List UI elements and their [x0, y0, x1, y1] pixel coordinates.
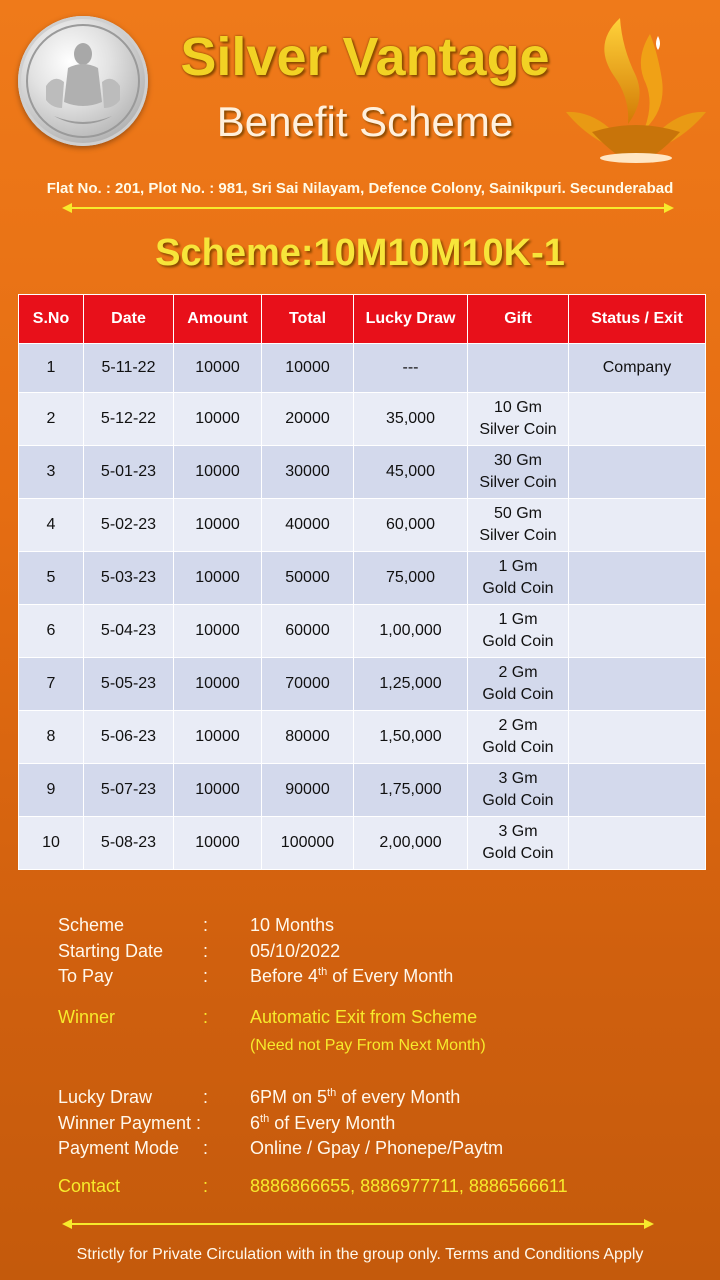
table-row	[19, 605, 706, 658]
table-row	[19, 658, 706, 711]
cell-lucky-draw: 1,00,000	[354, 605, 468, 658]
gift-weight: 50 Gm	[493, 505, 542, 522]
gift-weight: 2 Gm	[498, 664, 538, 681]
detail-label: Scheme	[58, 915, 125, 935]
cell-lucky-draw: ---	[354, 344, 468, 393]
cell-amount: 10000	[174, 344, 262, 393]
cell-lucky-draw: 1,75,000	[354, 764, 468, 817]
cell-sno: 10	[19, 817, 84, 870]
double-arrow-divider	[62, 1218, 654, 1230]
schedule-table	[18, 294, 706, 870]
gift-weight: 1 Gm	[498, 558, 538, 575]
detail-colon: :	[203, 1176, 209, 1196]
table-row	[19, 817, 706, 870]
column-header: Gift	[468, 295, 569, 344]
table-row	[19, 711, 706, 764]
detail-label: Starting Date	[58, 941, 164, 961]
gift-weight: 30 Gm	[493, 452, 542, 469]
scheme-title: Scheme:10M10M10K-1	[155, 232, 565, 274]
address: Flat No. : 201, Plot No. : 981, Sri Sai Nilayam, Defence Colony, Sainikpuri. Secunderabad	[46, 180, 674, 197]
gift-type: Gold Coin	[482, 739, 554, 756]
gift-type: Silver Coin	[479, 527, 557, 544]
cell-total: 60000	[262, 605, 354, 658]
detail-value: Online / Gpay / Phonepe/Paytm	[250, 1138, 504, 1158]
cell-date: 5-08-23	[84, 817, 174, 870]
flame-logo-icon	[562, 14, 710, 164]
column-header: Lucky Draw	[354, 295, 468, 344]
cell-lucky-draw: 2,00,000	[354, 817, 468, 870]
cell-gift	[468, 764, 569, 817]
cell-sno: 4	[19, 499, 84, 552]
gift-type: Gold Coin	[482, 792, 554, 809]
cell-gift	[468, 658, 569, 711]
cell-total: 20000	[262, 393, 354, 446]
cell-amount: 10000	[174, 393, 262, 446]
cell-sno: 7	[19, 658, 84, 711]
cell-status	[569, 552, 706, 605]
detail-label: Contact	[58, 1176, 121, 1196]
cell-sno: 1	[19, 344, 84, 393]
contact-numbers[interactable]: 8886866655, 8886977711, 8886566611	[250, 1176, 568, 1196]
detail-colon: :	[203, 915, 209, 935]
cell-status	[569, 817, 706, 870]
cell-sno: 9	[19, 764, 84, 817]
cell-total: 70000	[262, 658, 354, 711]
table-row	[19, 499, 706, 552]
table-row	[19, 344, 706, 393]
cell-amount: 10000	[174, 658, 262, 711]
cell-date: 5-07-23	[84, 764, 174, 817]
gift-weight: 2 Gm	[498, 717, 538, 734]
detail-colon: :	[203, 1138, 209, 1158]
table-row	[19, 393, 706, 446]
cell-total: 100000	[262, 817, 354, 870]
gift-type: Gold Coin	[482, 845, 554, 862]
cell-total: 80000	[262, 711, 354, 764]
cell-gift	[468, 446, 569, 499]
cell-status	[569, 605, 706, 658]
cell-amount: 10000	[174, 552, 262, 605]
cell-sno: 2	[19, 393, 84, 446]
cell-sno: 6	[19, 605, 84, 658]
cell-amount: 10000	[174, 817, 262, 870]
cell-date: 5-04-23	[84, 605, 174, 658]
cell-status	[569, 711, 706, 764]
cell-date: 5-01-23	[84, 446, 174, 499]
cell-total: 90000	[262, 764, 354, 817]
detail-value: Automatic Exit from Scheme	[250, 1007, 478, 1027]
detail-label: Winner	[58, 1007, 116, 1027]
gift-weight: 10 Gm	[493, 399, 542, 416]
detail-label: To Pay	[58, 966, 114, 986]
cell-total: 40000	[262, 499, 354, 552]
detail-value: 6PM on 5th of every Month	[250, 1087, 461, 1107]
detail-colon: :	[203, 941, 209, 961]
gift-type: Silver Coin	[479, 421, 557, 438]
cell-status: Company	[569, 344, 706, 393]
cell-amount: 10000	[174, 711, 262, 764]
cell-gift	[468, 817, 569, 870]
title-line-1: Silver Vantage	[180, 27, 550, 87]
cell-date: 5-02-23	[84, 499, 174, 552]
detail-label: Lucky Draw	[58, 1087, 153, 1107]
cell-amount: 10000	[174, 499, 262, 552]
cell-lucky-draw: 75,000	[354, 552, 468, 605]
cell-sno: 5	[19, 552, 84, 605]
cell-lucky-draw: 35,000	[354, 393, 468, 446]
cell-date: 5-03-23	[84, 552, 174, 605]
column-header: Status / Exit	[569, 295, 706, 344]
cell-lucky-draw: 1,50,000	[354, 711, 468, 764]
cell-status	[569, 446, 706, 499]
cell-lucky-draw: 1,25,000	[354, 658, 468, 711]
detail-value: 05/10/2022	[250, 941, 341, 961]
detail-colon: :	[203, 1087, 209, 1107]
column-header: Total	[262, 295, 354, 344]
cell-sno: 3	[19, 446, 84, 499]
table-row	[19, 764, 706, 817]
gift-weight: 3 Gm	[498, 770, 538, 787]
gift-type: Gold Coin	[482, 633, 554, 650]
title-line-2: Benefit Scheme	[216, 98, 514, 145]
silver-coin-icon	[18, 16, 148, 146]
cell-total: 50000	[262, 552, 354, 605]
detail-value: 6th of Every Month	[250, 1113, 396, 1133]
cell-gift	[468, 393, 569, 446]
cell-sno: 8	[19, 711, 84, 764]
cell-amount: 10000	[174, 446, 262, 499]
table-row	[19, 446, 706, 499]
gift-type: Gold Coin	[482, 686, 554, 703]
cell-date: 5-12-22	[84, 393, 174, 446]
column-header: S.No	[19, 295, 84, 344]
cell-gift	[468, 344, 569, 393]
cell-total: 30000	[262, 446, 354, 499]
winner-note: (Need not Pay From Next Month)	[250, 1037, 486, 1054]
column-header: Date	[84, 295, 174, 344]
detail-colon: :	[203, 966, 209, 986]
gift-weight: 1 Gm	[498, 611, 538, 628]
cell-status	[569, 764, 706, 817]
cell-lucky-draw: 45,000	[354, 446, 468, 499]
detail-value: Before 4th of Every Month	[250, 966, 454, 986]
table-header-row	[19, 295, 706, 344]
gift-type: Silver Coin	[479, 474, 557, 491]
cell-gift	[468, 552, 569, 605]
cell-date: 5-05-23	[84, 658, 174, 711]
cell-amount: 10000	[174, 764, 262, 817]
cell-total: 10000	[262, 344, 354, 393]
cell-amount: 10000	[174, 605, 262, 658]
gift-weight: 3 Gm	[498, 823, 538, 840]
detail-colon: :	[203, 1007, 209, 1027]
cell-status	[569, 393, 706, 446]
cell-lucky-draw: 60,000	[354, 499, 468, 552]
footer-disclaimer: Strictly for Private Circulation with in the group only. Terms and Conditions Apply	[76, 1246, 644, 1263]
column-header: Amount	[174, 295, 262, 344]
detail-value: 10 Months	[250, 915, 335, 935]
cell-status	[569, 499, 706, 552]
cell-status	[569, 658, 706, 711]
gift-type: Gold Coin	[482, 580, 554, 597]
cell-gift	[468, 605, 569, 658]
table-row	[19, 552, 706, 605]
cell-date: 5-11-22	[84, 344, 174, 393]
cell-gift	[468, 499, 569, 552]
cell-date: 5-06-23	[84, 711, 174, 764]
double-arrow-divider	[62, 202, 674, 214]
detail-label: Winner Payment :	[58, 1113, 202, 1133]
cell-gift	[468, 711, 569, 764]
detail-label: Payment Mode	[58, 1138, 180, 1158]
